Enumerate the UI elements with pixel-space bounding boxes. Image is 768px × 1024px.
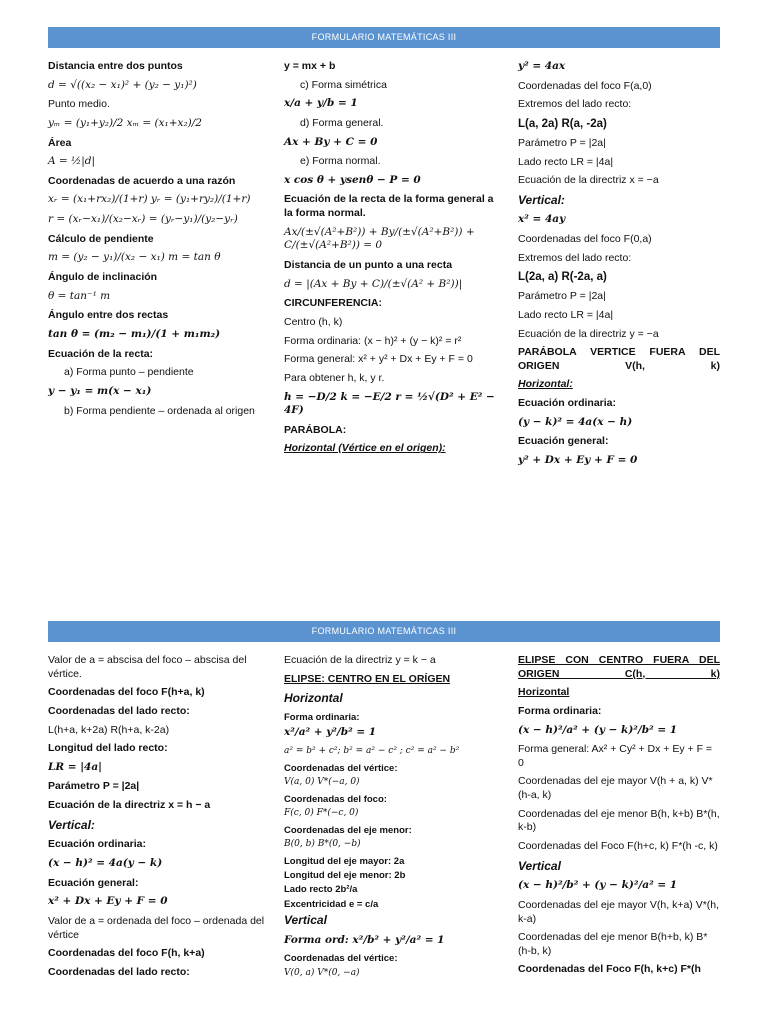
text-line: Coordenadas del foco F(a,0) xyxy=(518,79,652,92)
formula: r = (xᵣ−x₁)/(x₂−xᵣ) = (yᵣ−y₁)/(y₂−yᵣ) xyxy=(48,213,238,226)
formula: xᵣ = (x₁+rx₂)/(1+r) yᵣ = (y₁+ry₂)/(1+r) xyxy=(48,193,251,206)
formula: θ = tan⁻¹ m xyxy=(48,289,111,302)
heading: Coordenadas del Foco F(h, k+c) F*(h xyxy=(518,963,701,976)
top-column-1 xyxy=(48,60,270,423)
text-line: Coordenadas del eje mayor V(h + a, k) V*(h-a, k) xyxy=(518,775,713,802)
top-banner: FORMULARIO MATEMÁTICAS III xyxy=(48,27,720,48)
text-line: Forma ordinaria: (x − h)² + (y − k)² = r² xyxy=(284,334,462,347)
formula: x² = 4ay xyxy=(518,213,566,226)
formula: a² = b² + c²; b² = a² − c² ; c² = a² − b² xyxy=(284,745,460,756)
heading: Cálculo de pendiente xyxy=(48,232,154,245)
section-title: PARÁBOLA VERTICE FUERA DEL ORIGEN V(h, k) xyxy=(518,346,720,372)
formula: d = √((x₂ − x₁)² + (y₂ − y₁)²) xyxy=(48,78,197,91)
text-line: Valor de a = abscisa del foco – abscisa del vértice. xyxy=(48,654,247,680)
bottom-column-3 xyxy=(518,654,720,982)
formula: A = ½|d| xyxy=(48,155,96,168)
formula: h = −D/2 k = −E/2 r = ½√(D² + E² − 4F) xyxy=(284,390,495,417)
heading: Coordenadas del vértice: xyxy=(284,762,398,774)
text-line: Valor de a = ordenada del foco – ordenada del vértice xyxy=(48,914,265,941)
text-line: Ecuación de la directriz y = −a xyxy=(518,327,659,340)
text-line: Coordenadas del foco F(0,a) xyxy=(518,233,652,246)
text-line: Coordenadas del eje menor B(h, k+b) B*(h, k-b) xyxy=(518,807,720,834)
heading: Ecuación de la directriz x = h − a xyxy=(48,799,211,812)
formula: (x − h)²/b² + (y − k)²/a² = 1 xyxy=(518,879,678,892)
heading: Coordenadas de acuerdo a una razón xyxy=(48,174,236,187)
text-line: Ecuación de la directriz x = −a xyxy=(518,174,659,187)
heading: Coordenadas del foco F(h, k+a) xyxy=(48,947,205,960)
heading: Ecuación ordinaria: xyxy=(48,838,147,851)
list-item: a) Forma punto – pendiente xyxy=(64,366,194,379)
bottom-column-2 xyxy=(284,654,502,984)
text-line: Punto medio. xyxy=(48,98,110,111)
heading: Ecuación general: xyxy=(518,435,609,448)
subheading: Vertical: xyxy=(518,192,565,207)
formula: Ax + By + C = 0 xyxy=(284,135,378,148)
formula: LR = |4a| xyxy=(48,760,102,773)
formula: Forma ord: x²/b² + y²/a² = 1 xyxy=(284,933,445,946)
formula: x cos θ + ysenθ − P = 0 xyxy=(284,173,421,186)
list-item: d) Forma general. xyxy=(300,116,384,129)
section-title: ELIPSE CON CENTRO FUERA DEL ORIGEN C(h, k) xyxy=(518,654,720,680)
text-line: Parámetro P = |2a| xyxy=(518,136,606,149)
heading: Forma ordinaria: xyxy=(284,711,360,723)
formula: y² = 4ax xyxy=(518,60,566,72)
bottom-banner: FORMULARIO MATEMÁTICAS III xyxy=(48,621,720,642)
heading: Coordenadas del eje menor: xyxy=(284,824,412,836)
text-line: Coordenadas del eje menor B(h+b, k) B*(h-b, k) xyxy=(518,931,708,957)
formula: V(0, a) V*(0, −a) xyxy=(284,967,360,978)
subheading: Horizontal xyxy=(284,691,343,706)
heading: Ángulo de inclinación xyxy=(48,271,158,284)
bottom-column-1 xyxy=(48,654,270,984)
text-line: Lado recto LR = |4a| xyxy=(518,308,614,321)
text-line: Parámetro P = |2a| xyxy=(518,290,606,303)
text-line: Para obtener h, k, y r. xyxy=(284,371,385,384)
formula: x²/a² + y²/b² = 1 xyxy=(284,726,377,739)
formula: x² + Dx + Ey + F = 0 xyxy=(48,895,168,908)
formula: yₘ = (y₁+y₂)/2 xₘ = (x₁+x₂)/2 xyxy=(48,116,202,129)
heading: CIRCUNFERENCIA: xyxy=(284,297,382,310)
heading: Coordenadas del foco F(h+a, k) xyxy=(48,686,205,699)
formula: F(c, 0) F*(−c, 0) xyxy=(284,807,359,818)
subheading: Vertical xyxy=(284,913,327,928)
formula: y − y₁ = m(x − x₁) xyxy=(48,384,152,397)
heading: Ecuación ordinaria: xyxy=(518,397,617,410)
formula: (x − h)²/a² + (y − k)²/b² = 1 xyxy=(518,723,678,736)
top-section xyxy=(48,60,720,580)
text-line: Extremos del lado recto: xyxy=(518,98,632,111)
heading: Ángulo entre dos rectas xyxy=(48,309,169,322)
text-line: Centro (h, k) xyxy=(284,315,343,328)
formula: y² + Dx + Ey + F = 0 xyxy=(518,454,638,466)
heading: PARÁBOLA: xyxy=(284,423,347,436)
heading: Lado recto 2b²/a xyxy=(284,884,358,896)
top-column-3 xyxy=(518,60,720,474)
formula: (x − h)² = 4a(y − k) xyxy=(48,857,163,869)
text-line: Ecuación de la directriz y = k − a xyxy=(284,654,436,666)
heading: Distancia entre dos puntos xyxy=(48,60,183,72)
list-item: e) Forma normal. xyxy=(300,155,381,168)
text-line: Coordenadas del eje mayor V(h, k+a) V*(h, k-a) xyxy=(518,898,720,925)
formula: (y − k)² = 4a(x − h) xyxy=(518,415,633,428)
subheading: Horizontal: xyxy=(518,378,573,391)
heading: Parámetro P = |2a| xyxy=(48,780,140,793)
bottom-section xyxy=(48,654,720,1024)
text-line: Forma general: Ax² + Cy² + Dx + Ey + F = 0 xyxy=(518,743,713,769)
heading: Excentricidad e = c/a xyxy=(284,898,379,910)
section-title: Horizontal xyxy=(518,686,570,699)
formula: m = (y₂ − y₁)/(x₂ − x₁) m = tan θ xyxy=(48,251,221,264)
heading: Coordenadas del vértice: xyxy=(284,953,398,965)
heading: Longitud del eje menor: 2b xyxy=(284,869,406,881)
formula: L(2a, a) R(-2a, a) xyxy=(518,271,607,284)
top-column-2 xyxy=(284,60,502,461)
subheading: Vertical: xyxy=(48,817,95,832)
text-line: L(h+a, k+2a) R(h+a, k-2a) xyxy=(48,723,170,736)
subheading: Horizontal (Vértice en el origen): xyxy=(284,442,446,455)
formula: Ax/(±√(A²+B²)) + By/(±√(A²+B²)) + C/(±√(A²+B²)) = 0 xyxy=(284,225,475,252)
formula: V(a, 0) V*(−a, 0) xyxy=(284,776,360,787)
formula: tan θ = (m₂ − m₁)/(1 + m₁m₂) xyxy=(48,327,221,340)
heading: Coordenadas del foco: xyxy=(284,793,387,805)
formula: d = |(Ax + By + C)/(±√(A² + B²))| xyxy=(284,277,463,290)
list-item: c) Forma simétrica xyxy=(300,78,387,91)
formula: B(0, b) B*(0, −b) xyxy=(284,838,361,849)
text-line: Forma general: x² + y² + Dx + Ey + F = 0 xyxy=(284,353,473,366)
text-line: Extremos del lado recto: xyxy=(518,251,632,264)
heading: Área xyxy=(48,136,72,149)
section-title: ELIPSE: CENTRO EN EL ORÍGEN xyxy=(284,672,451,685)
formula: L(a, 2a) R(a, -2a) xyxy=(518,117,607,130)
heading: Ecuación general: xyxy=(48,876,139,889)
heading: Longitud del lado recto: xyxy=(48,742,168,755)
heading: Ecuación de la recta: xyxy=(48,347,154,360)
heading: Forma ordinaria: xyxy=(518,704,602,717)
heading: Longitud del eje mayor: 2a xyxy=(284,855,405,867)
text-line: Lado recto LR = |4a| xyxy=(518,155,614,168)
heading: Ecuación de la recta de la forma general a la forma normal. xyxy=(284,193,494,220)
heading: Coordenadas del lado recto: xyxy=(48,965,190,978)
list-item: b) Forma pendiente – ordenada al origen xyxy=(64,404,255,417)
text-line: Coordenadas del Foco F(h+c, k) F*(h -c, k) xyxy=(518,840,718,853)
heading: Coordenadas del lado recto: xyxy=(48,704,190,717)
subheading: Vertical xyxy=(518,858,561,873)
heading: Distancia de un punto a una recta xyxy=(284,259,453,272)
formula: x/a + y/b = 1 xyxy=(284,97,358,110)
heading: y = mx + b xyxy=(284,60,336,72)
